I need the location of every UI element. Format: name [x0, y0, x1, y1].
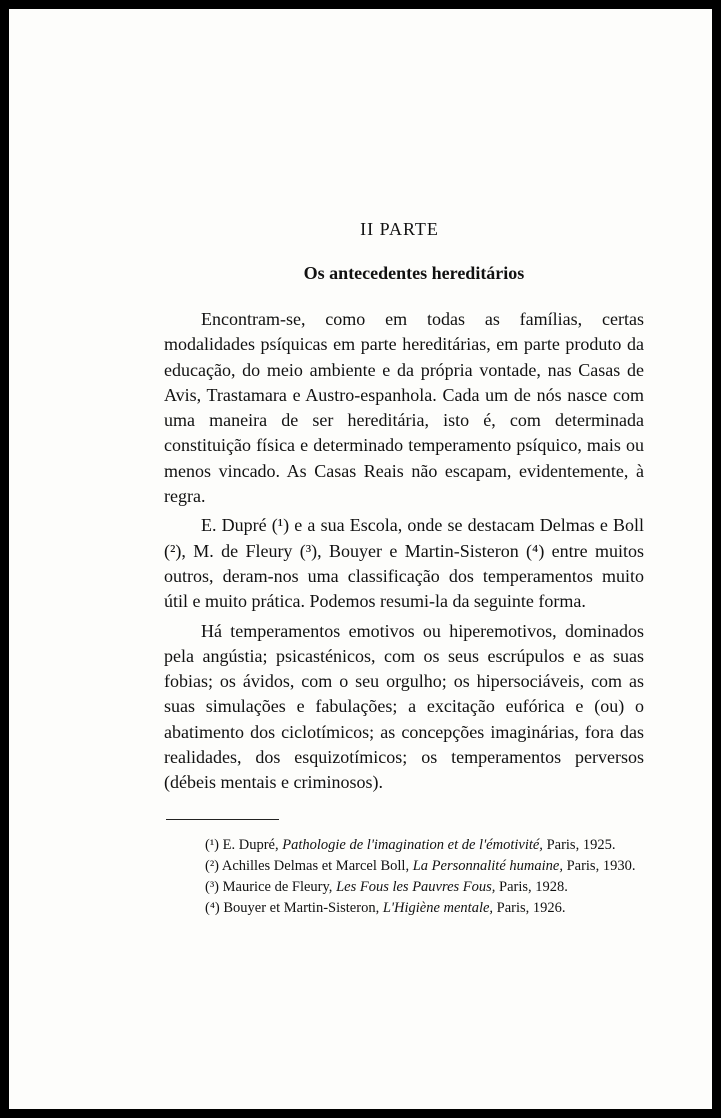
footnote [164, 898, 644, 919]
footnote-place-year: Paris, 1926. [496, 900, 566, 916]
footnote-author: Maurice de Fleury, [222, 879, 333, 895]
chapter-heading: Os antecedentes hereditários [303, 263, 525, 283]
part-heading: II PARTE [360, 219, 439, 239]
footnotes [164, 835, 644, 919]
footnote [164, 856, 644, 877]
paragraph: Encontram-se, como em todas as famílias, certas modalidades psíquicas em parte hereditárias, em parte produto da educação, do meio ambiente e da própria vontade, nas Casas de Avis, Trastamara e Austro-espanhola. Cada um de nós nasce com uma maneira de ser hereditária, isto é, com determinada constituição física e determinado temperamento psíquico, mais ou menos vincado. As Casas Reais não escapam, evidentemente, à regra. [164, 309, 644, 507]
footnote-title: L'Higiène mentale, [382, 900, 494, 916]
body-text [164, 307, 644, 800]
footnote-marker: (³) [205, 879, 220, 895]
footnote-title: Les Fous les Pauvres Fous, [336, 879, 496, 895]
footnote-author: Bouyer et Martin-Sisteron, [223, 900, 380, 916]
footnote [164, 877, 644, 898]
footnote-title: Pathologie de l'imagination et de l'émotivité, [282, 837, 543, 853]
footnote-marker: (¹) [205, 837, 220, 853]
footnote [164, 835, 644, 856]
footnote-title: La Personnalité humaine, [412, 858, 563, 874]
footnote-marker: (⁴) [205, 900, 220, 916]
footnote-place-year: Paris, 1925. [546, 837, 616, 853]
book-page [9, 9, 712, 1109]
footnote-marker: (²) [205, 858, 220, 874]
footnote-place-year: Paris, 1928. [499, 879, 568, 895]
footnote-author: E. Dupré, [222, 837, 279, 853]
paragraph: Há temperamentos emotivos ou hiperemotivos, dominados pela angústia; psicasténicos, com os seus escrúpulos e as suas fobias; os ávidos, com o seu orgulho; os hipersociáveis, com as suas simulações e fabulações; a excitação eufórica e (ou) o abatimento dos ciclotímicos; as concepções imaginárias, fora das realidades, dos esquizotímicos; os temperamentos perversos (débeis mentais e criminosos). [164, 620, 644, 793]
footnote-place-year: Paris, 1930. [566, 858, 636, 874]
footnote-divider [166, 819, 279, 820]
footnote-author: Achilles Delmas et Marcel Boll, [221, 858, 410, 874]
paragraph: E. Dupré (¹) e a sua Escola, onde se destacam Delmas e Boll (²), M. de Fleury (³), Bouyer e Martin-Sisteron (⁴) entre muitos outros, deram-nos uma classificação dos temperamentos muito útil e muito prática. Podemos resumi-la da seguinte forma. [164, 515, 644, 612]
